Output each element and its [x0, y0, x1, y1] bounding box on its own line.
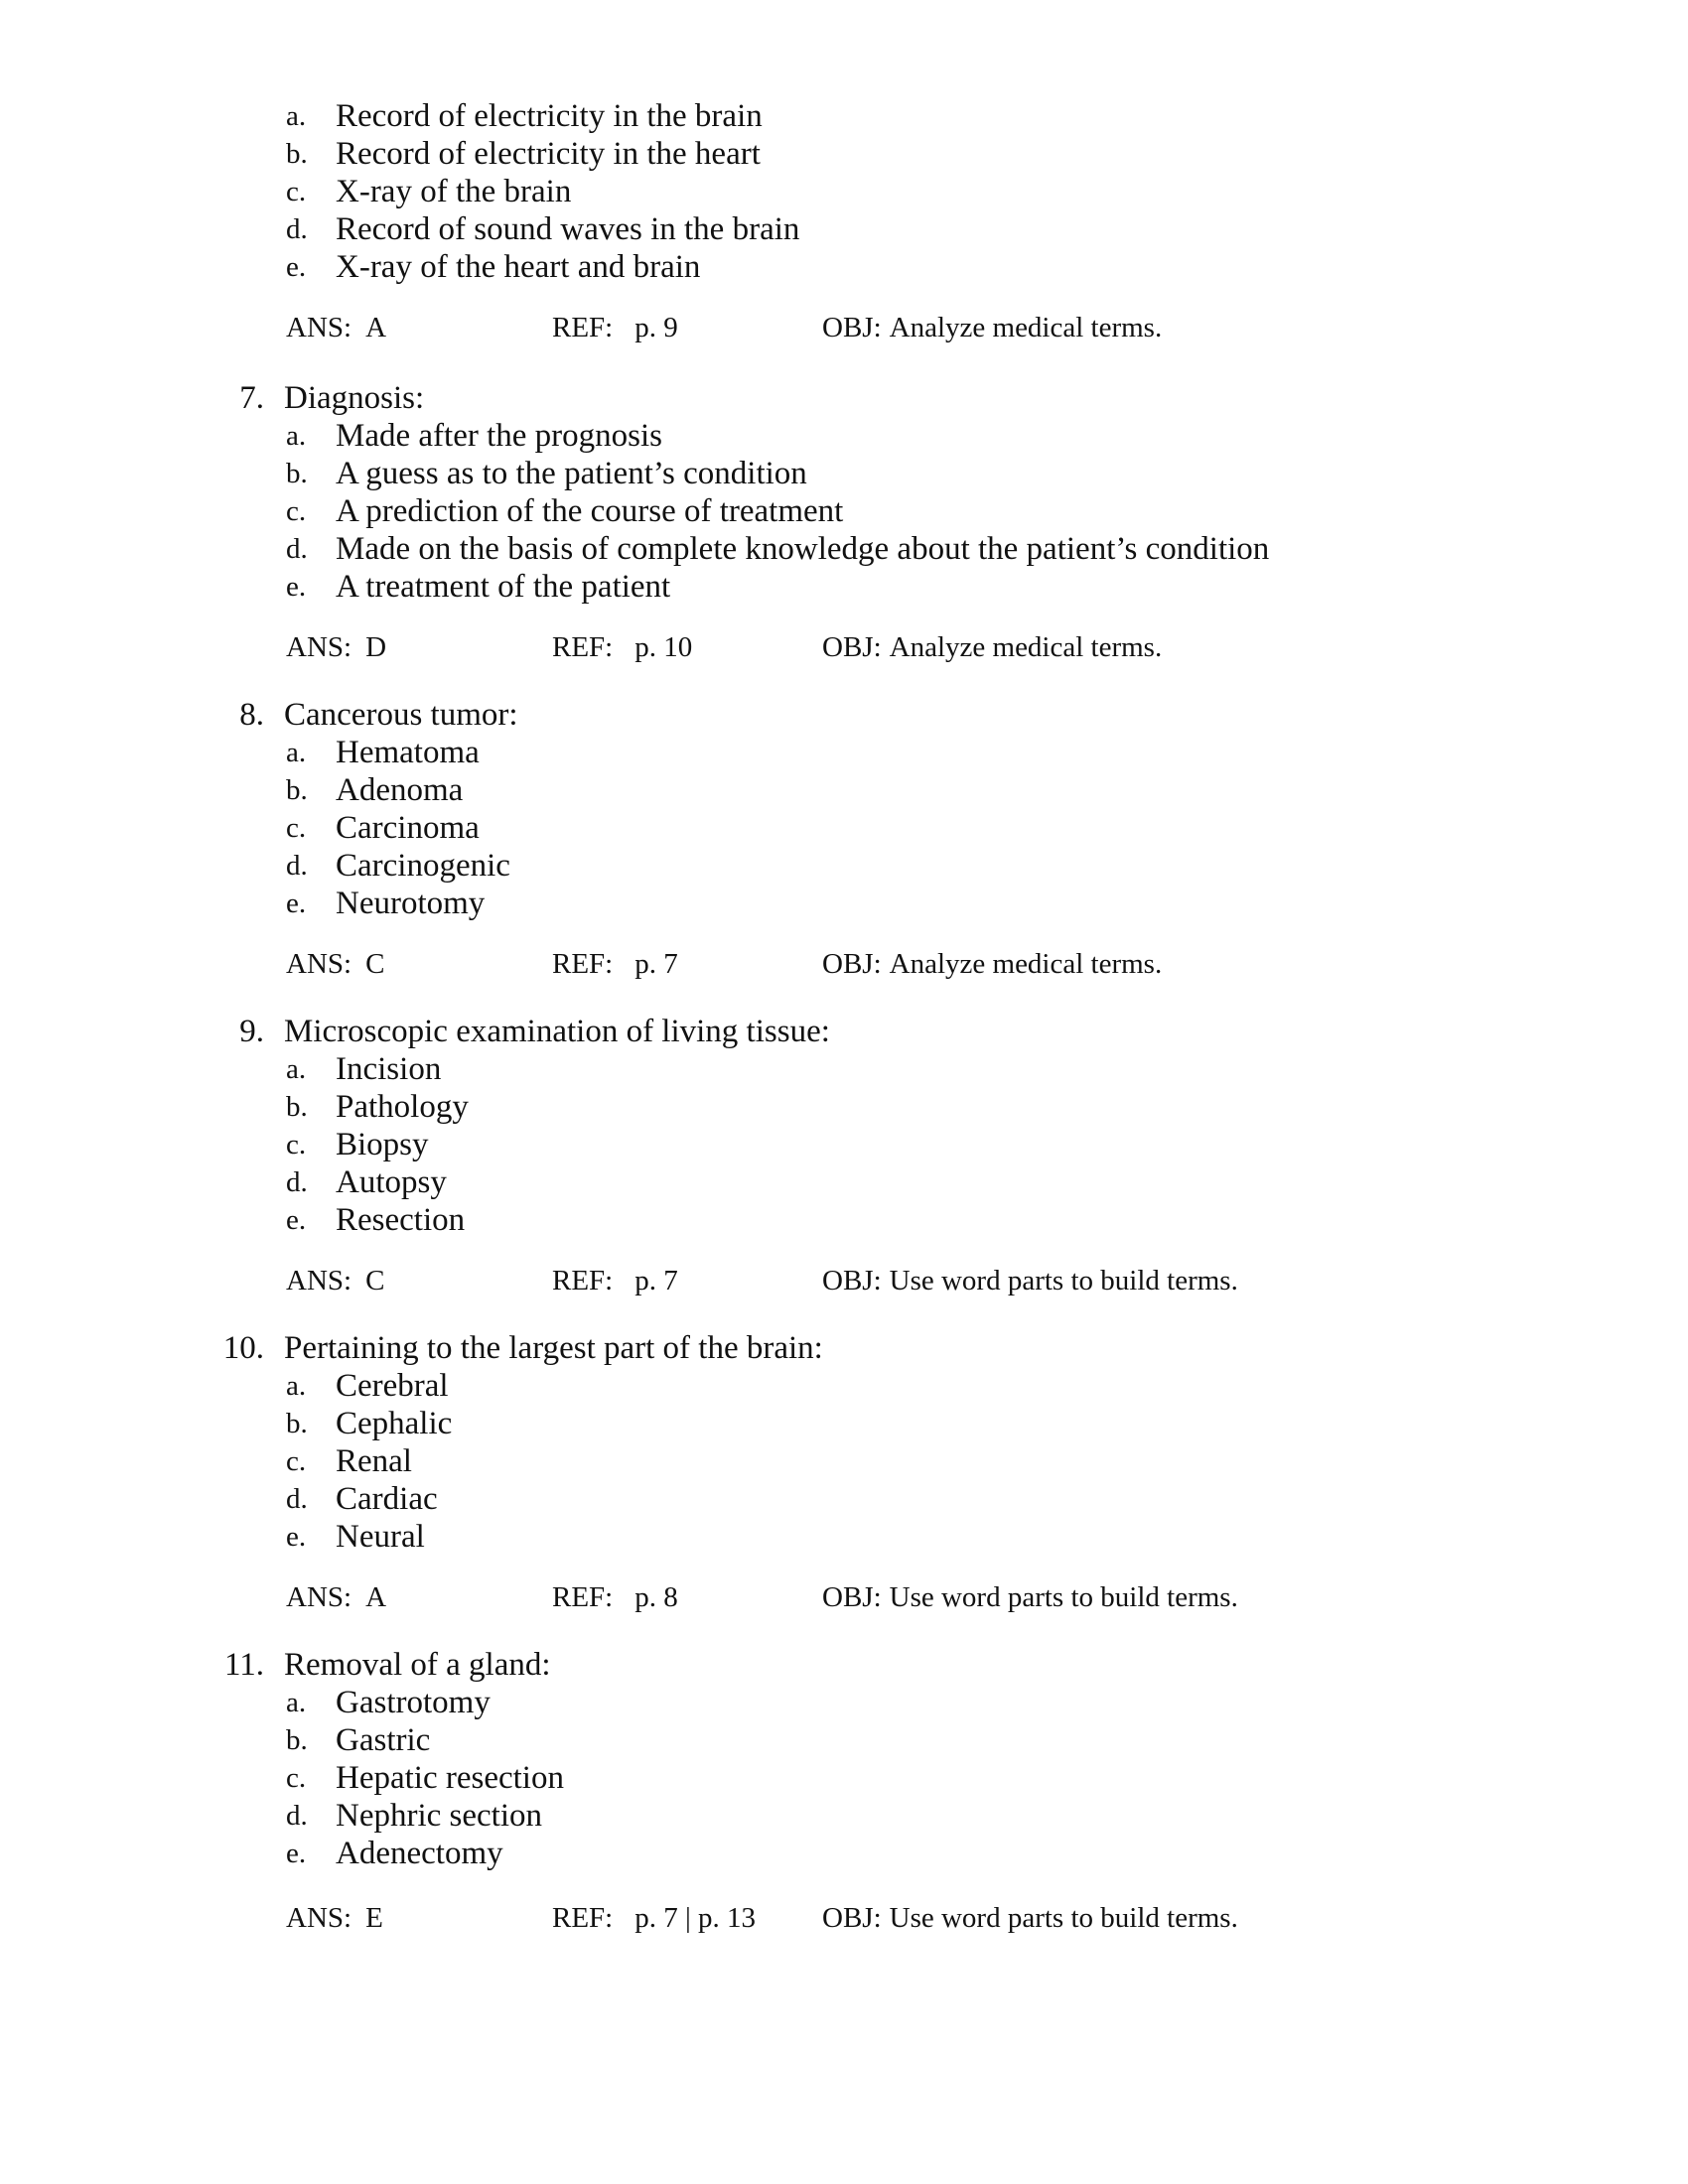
learning-objective: OBJ:Use word parts to build terms. — [822, 1902, 1238, 1934]
option-letter: a. — [286, 1370, 307, 1402]
option-text: Cephalic — [336, 1406, 453, 1441]
option-text: Cardiac — [336, 1481, 438, 1517]
option-text: Incision — [336, 1051, 442, 1087]
option-letter: d. — [286, 533, 308, 565]
option-letter: a. — [286, 100, 307, 132]
option-text: Nephric section — [336, 1798, 543, 1834]
learning-objective: OBJ: Use word parts to build terms. — [822, 1581, 1238, 1613]
option-letter: e. — [286, 251, 307, 283]
option-letter: d. — [286, 850, 308, 882]
learning-objective: OBJ: Analyze medical terms. — [822, 631, 1163, 663]
option-text: Neural — [336, 1519, 425, 1555]
question-number: 7. — [239, 380, 264, 416]
option-text: Autopsy — [336, 1164, 447, 1200]
option-text: Carcinoma — [336, 810, 480, 846]
option-text: Renal — [336, 1443, 412, 1479]
option-text: Made on the basis of complete knowledge about the patient’s condition — [336, 531, 1270, 567]
option-letter: c. — [286, 176, 307, 207]
option-text: X-ray of the brain — [336, 174, 572, 209]
option-text: Resection — [336, 1202, 466, 1238]
option-text: Carcinogenic — [336, 848, 510, 884]
option-letter: d. — [286, 1166, 308, 1198]
option-text: Neurotomy — [336, 886, 486, 921]
option-text: Adenoma — [336, 772, 464, 808]
option-letter: b. — [286, 458, 308, 489]
option-text: A treatment of the patient — [336, 569, 671, 605]
option-text: Hematoma — [336, 735, 480, 770]
option-text: Pathology — [336, 1089, 469, 1125]
option-letter: c. — [286, 1445, 307, 1477]
option-letter: a. — [286, 737, 307, 768]
learning-objective: OBJ: Use word parts to build terms. — [822, 1265, 1238, 1297]
option-letter: a. — [286, 420, 307, 452]
option-letter: b. — [286, 774, 308, 806]
option-letter: e. — [286, 571, 307, 603]
option-text: Biopsy — [336, 1127, 429, 1162]
option-letter: a. — [286, 1053, 307, 1085]
page-reference: REF: p. 9 — [552, 312, 678, 343]
option-letter: a. — [286, 1687, 307, 1718]
option-letter: d. — [286, 1483, 308, 1515]
page-reference: REF: p. 7 | p. 13 — [552, 1902, 757, 1934]
page-reference: REF: p. 7 — [552, 948, 678, 980]
option-text: X-ray of the heart and brain — [336, 249, 701, 285]
page-reference: REF: p. 8 — [552, 1581, 678, 1613]
answer-key: ANS: C — [286, 1265, 385, 1297]
option-letter: b. — [286, 1408, 308, 1439]
option-letter: b. — [286, 1091, 308, 1123]
option-letter: e. — [286, 1204, 307, 1236]
question-number: 10. — [222, 1330, 264, 1366]
option-letter: e. — [286, 1838, 307, 1869]
question-text: Pertaining to the largest part of the brain: — [284, 1330, 823, 1366]
option-text: A prediction of the course of treatment — [336, 493, 844, 529]
option-text: Gastrotomy — [336, 1685, 491, 1720]
option-letter: d. — [286, 1800, 308, 1832]
option-letter: e. — [286, 1521, 307, 1553]
option-letter: e. — [286, 887, 307, 919]
option-text: Cerebral — [336, 1368, 449, 1404]
option-text: Record of electricity in the heart — [336, 136, 761, 172]
answer-key: ANS: D — [286, 631, 387, 663]
option-letter: b. — [286, 1724, 308, 1756]
page-reference: REF: p. 7 — [552, 1265, 678, 1297]
learning-objective: OBJ: Analyze medical terms. — [822, 312, 1163, 343]
option-letter: c. — [286, 495, 307, 527]
question-number: 8. — [239, 697, 264, 733]
question-text: Removal of a gland: — [284, 1647, 551, 1683]
option-letter: c. — [286, 1129, 307, 1160]
page-reference: REF: p. 10 — [552, 631, 693, 663]
answer-key: ANS: A — [286, 1581, 387, 1613]
option-text: Record of sound waves in the brain — [336, 211, 800, 247]
option-letter: c. — [286, 812, 307, 844]
option-letter: c. — [286, 1762, 307, 1794]
option-text: Hepatic resection — [336, 1760, 564, 1796]
answer-key: ANS: A — [286, 312, 387, 343]
question-text: Microscopic examination of living tissue: — [284, 1014, 830, 1049]
question-number: 11. — [223, 1647, 264, 1683]
answer-key: ANS: E — [286, 1902, 383, 1934]
question-text: Diagnosis: — [284, 380, 425, 416]
option-letter: d. — [286, 213, 308, 245]
option-text: Adenectomy — [336, 1836, 503, 1871]
answer-key: ANS: C — [286, 948, 385, 980]
option-text: Made after the prognosis — [336, 418, 662, 454]
option-text: Gastric — [336, 1722, 431, 1758]
option-text: Record of electricity in the brain — [336, 98, 763, 134]
learning-objective: OBJ: Analyze medical terms. — [822, 948, 1163, 980]
question-number: 9. — [239, 1014, 264, 1049]
option-letter: b. — [286, 138, 308, 170]
option-text: A guess as to the patient’s condition — [336, 456, 807, 491]
question-text: Cancerous tumor: — [284, 697, 518, 733]
